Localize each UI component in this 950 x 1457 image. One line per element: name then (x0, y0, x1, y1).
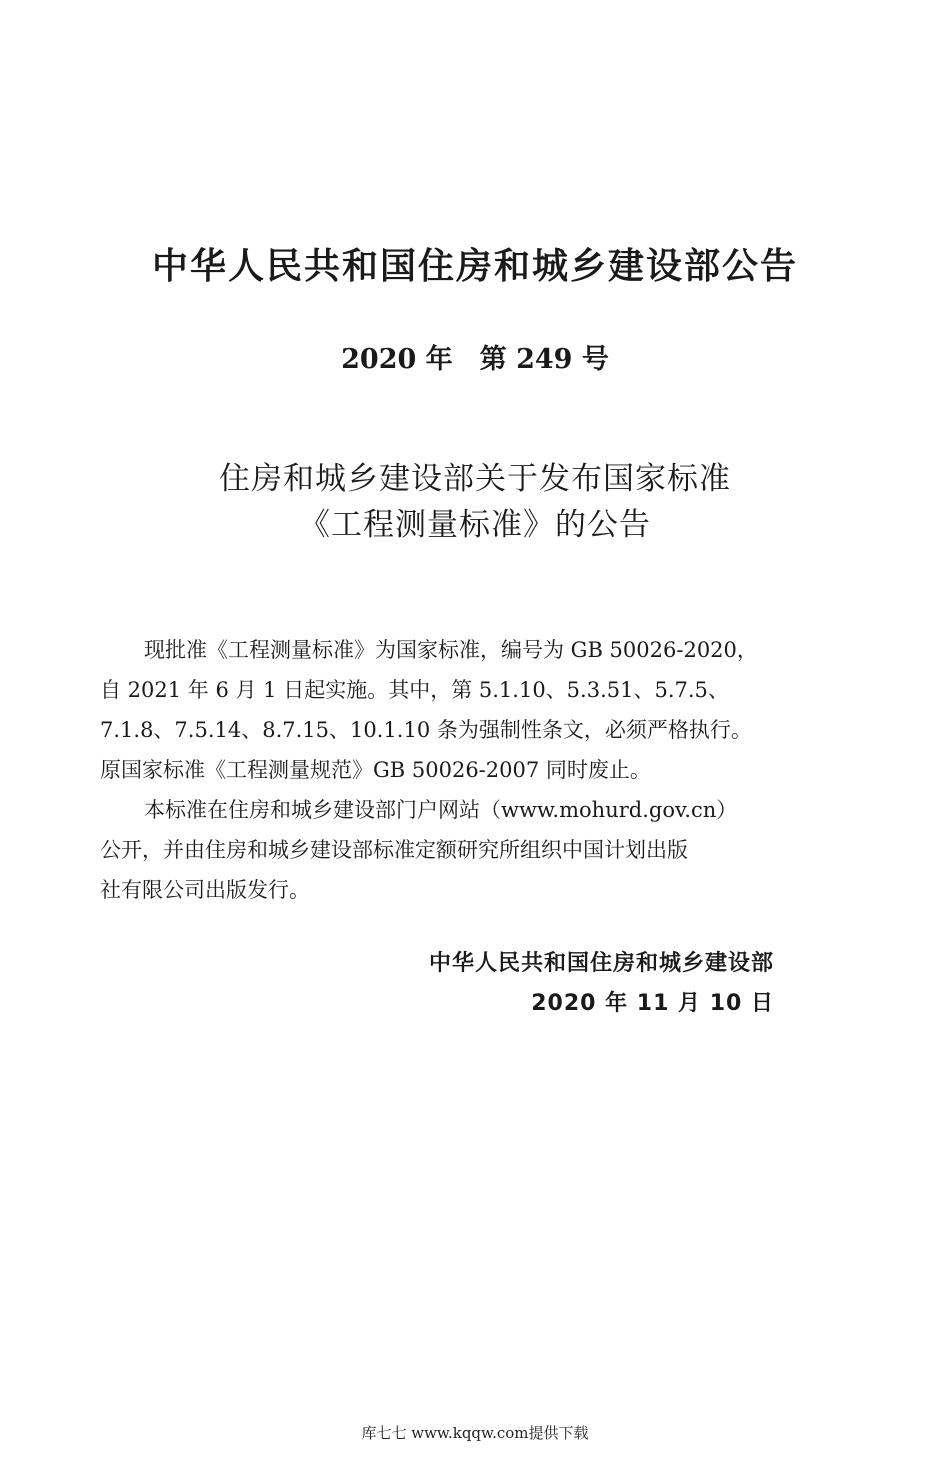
announcement-title (0, 456, 950, 548)
body-paragraph-1-line-4: 原国家标准《工程测量规范》GB 50026-2007 同时废止。 (100, 758, 651, 782)
page-title: 中华人民共和国住房和城乡建设部公告 (151, 246, 798, 287)
body-paragraph-2-line-2: 公开，并由住房和城乡建设部标准定额研究所组织中国计划出版 (100, 838, 688, 862)
issue-date: 2020 年 11 月 10 日 (531, 991, 774, 1016)
download-footer: 库七七 www.kqqw.com提供下载 (361, 1424, 589, 1442)
announcement-body (100, 630, 840, 910)
body-paragraph-1-line-1: 现批准《工程测量标准》为国家标准，编号为 GB 50026-2020， (144, 638, 758, 662)
body-paragraph-2-line-1: 本标准在住房和城乡建设部门户网站（www.mohurd.gov.cn） (144, 798, 738, 822)
signature-block (429, 944, 774, 1024)
issue-number-text: 2020 年 第 249 号 (341, 344, 609, 375)
issuer-name: 中华人民共和国住房和城乡建设部 (428, 951, 774, 976)
body-paragraph-1-line-2: 自 2021 年 6 月 1 日起实施。其中，第 5.1.10、5.3.51、5.7.5、 (100, 678, 729, 702)
issue-number (0, 340, 950, 380)
body-paragraph-1-line-3: 7.1.8、7.5.14、8.7.15、10.1.10 条为强制性条文，必须严格执行。 (100, 718, 752, 742)
announcement-title-line-2: 《工程测量标准》的公告 (299, 507, 651, 543)
announcement-title-line-1: 住房和城乡建设部关于发布国家标准 (219, 461, 731, 497)
body-paragraph-2-line-3: 社有限公司出版发行。 (100, 878, 310, 902)
